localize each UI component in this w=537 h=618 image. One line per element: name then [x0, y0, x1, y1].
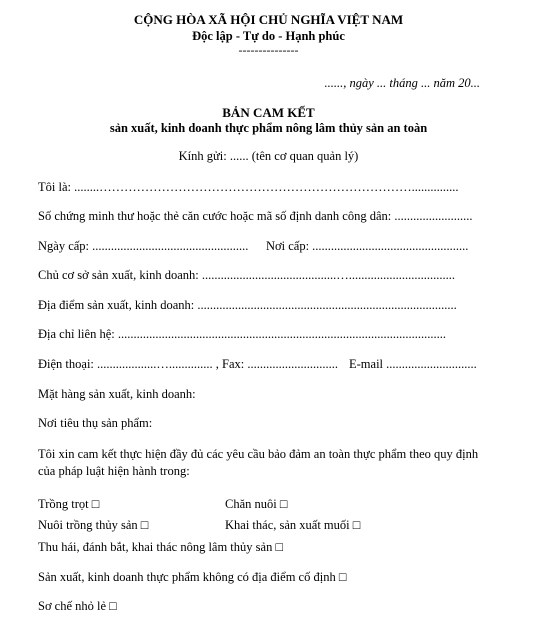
option-small-processing: Sơ chế nhỏ lẻ □ [38, 599, 117, 613]
location-field: Địa điểm sản xuất, kinh doanh: ................................................................................... [38, 298, 457, 312]
option-livestock: Chăn nuôi □ [225, 497, 288, 511]
consumption-field: Nơi tiêu thụ sản phẩm: [38, 416, 153, 430]
owner-field: Chủ cơ sở sản xuất, kinh doanh: ...........................................….................................. [38, 268, 456, 282]
option-salt: Khai thác, sản xuất muối □ [225, 518, 361, 532]
commitment-paragraph: Tôi xin cam kết thực hiện đầy đủ các yêu cầu bảo đảm an toàn thực phẩm theo quy định của pháp luật hiện hành trong: [38, 447, 479, 478]
document-subtitle: sản xuất, kinh doanh thực phẩm nông lâm thủy sản an toàn [109, 121, 428, 135]
recipient-line: Kính gửi: ...... (tên cơ quan quản lý) [178, 149, 359, 163]
header-divider: --------------- [238, 43, 299, 57]
national-motto: Độc lập - Tự do - Hạnh phúc [192, 29, 345, 43]
option-harvest: Thu hái, đánh bắt, khai thác nông lâm thủy sản □ [38, 540, 283, 554]
document-title: BẢN CAM KẾT [222, 105, 315, 120]
date-line: ......, ngày ... tháng ... năm 20... [324, 76, 480, 90]
address-field: Địa chỉ liên hệ: ......................................................................................................... [38, 327, 446, 341]
country-name: CỘNG HÒA XÃ HỘI CHỦ NGHĨA VIỆT NAM [133, 12, 404, 27]
name-field: Tôi là: ........…………………………………………………………………............... [38, 180, 459, 194]
issue-place-field: Nơi cấp: .................................................. [266, 239, 469, 253]
option-aquaculture: Nuôi trồng thủy sản □ [38, 518, 149, 532]
id-number-field: Số chứng minh thư hoặc thẻ căn cước hoặc mã số định danh công dân: ......................... [38, 209, 473, 223]
option-mobile: Sản xuất, kinh doanh thực phẩm không có địa điểm cố định □ [38, 570, 347, 584]
issue-date-field: Ngày cấp: .................................................. [38, 239, 249, 253]
option-farming: Trồng trọt □ [38, 497, 100, 511]
products-field: Mặt hàng sản xuất, kinh doanh: [38, 387, 196, 401]
phone-fax-field: Điện thoại: ...................….............. , Fax: ............................. [38, 357, 338, 371]
email-field: E-mail ............................. [349, 357, 477, 371]
